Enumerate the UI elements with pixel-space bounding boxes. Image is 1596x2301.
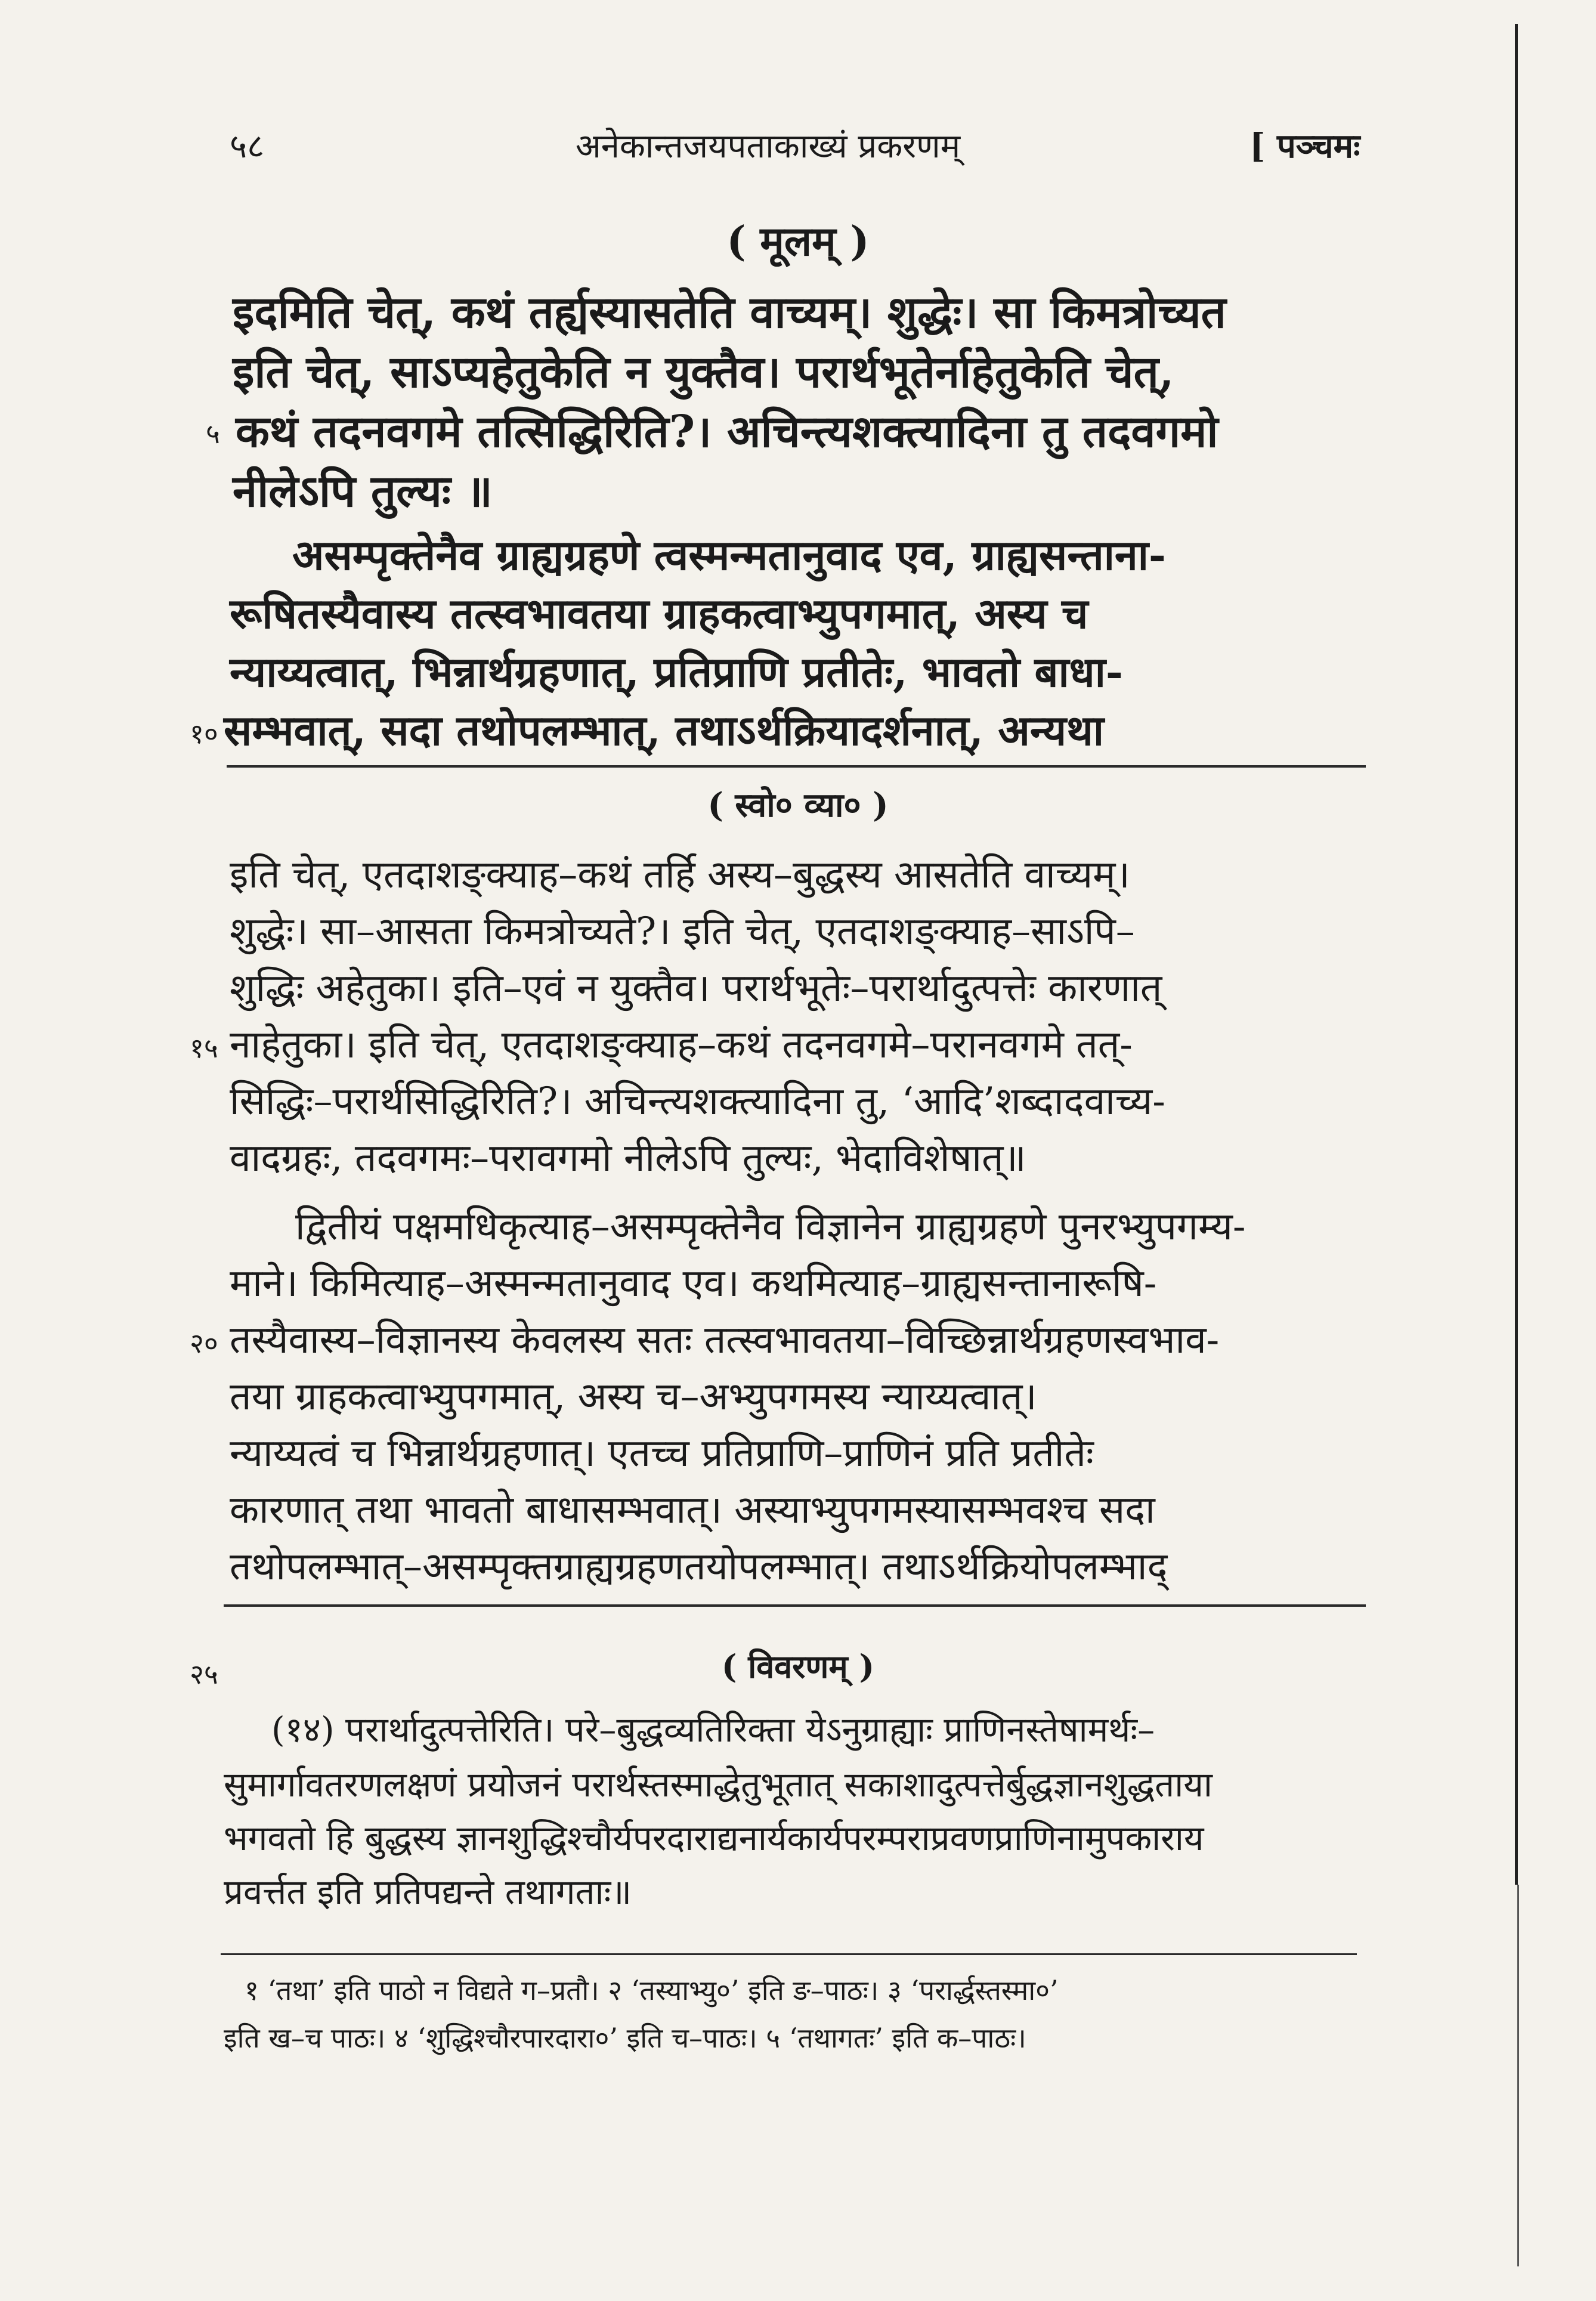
line-number-5: ५ (206, 417, 220, 450)
page-number: ५८ (230, 127, 265, 166)
mulam-line: न्याय्यत्वात्, भिन्नार्थग्रहणात्, प्रतिप्राणि प्रतीतेः, भावतो बाधा- (230, 647, 1123, 697)
line-number-10: १० (190, 717, 218, 750)
line-number-20: २० (190, 1327, 218, 1359)
commentary-line: शुद्धेः। सा–आसता किमत्रोच्यते?। इति चेत्, एतदाशङ्क्याह–साऽपि– (230, 910, 1135, 954)
mulam-line: इदमिति चेत्, कथं तर्ह्यस्यासतेति वाच्यम्। शुद्धेः। सा किमत्रोच्यत (233, 287, 1226, 338)
commentary-line: न्याय्यत्वं च भिन्नार्थग्रहणात्। एतच्च प्रतिप्राणि–प्राणिनं प्रति प्रतीतेः (230, 1431, 1094, 1476)
running-title: अनेकान्तजयपताकाख्यं प्रकरणम् (576, 127, 961, 166)
footnote-divider (221, 1953, 1357, 1955)
commentary-line: तया ग्राहकत्वाभ्युपगमात्, अस्य च–अभ्युपगमस्य न्याय्यत्वात्। (230, 1375, 1037, 1419)
commentary-line: कारणात् तथा भावतो बाधासम्भवात्। अस्याभ्युपगमस्यासम्भवश्च सदा (230, 1488, 1155, 1532)
mulam-line: रूषितस्यैवास्य तत्स्वभावतया ग्राहकत्वाभ्युपगमात्, अस्य च (230, 589, 1088, 638)
commentary-line: इति चेत्, एतदाशङ्क्याह–कथं तर्हि अस्य–बुद्धस्य आसतेति वाच्यम्। (230, 853, 1130, 897)
section-divider (224, 1604, 1366, 1607)
footnote-line: १ ‘तथा’ इति पाठो न विद्यते ग–प्रतौ। २ ‘तस्याभ्यु०’ इति ङ–पाठः। ३ ‘परार्द्धस्तस्मा०’ (245, 1974, 1059, 2006)
section-divider (227, 765, 1366, 768)
commentary-line: द्वितीयं पक्षमधिकृत्याह–असम्पृक्तेनैव विज्ञानेन ग्राह्यग्रहणे पुनरभ्युपगम्य- (295, 1205, 1246, 1249)
vivaranam-heading: ( विवरणम् ) (721, 1647, 875, 1685)
mulam-line: नीलेऽपि तुल्यः ॥ (233, 466, 493, 517)
line-number-25: २५ (190, 1658, 218, 1690)
svopajna-heading: ( स्वो० व्या० ) (707, 785, 889, 825)
mulam-line: कथं तदनवगमे तत्सिद्धिरिति?। अचिन्त्यशक्त्यादिना तु तदवगमो (236, 406, 1218, 457)
vivarana-line: भगवतो हि बुद्धस्य ज्ञानशुद्धिश्चौर्यपरदाराद्यनार्यकार्यपरम्पराप्रवणप्राणिनामुपकाराय (224, 1818, 1204, 1858)
commentary-line: वादग्रहः, तदवगमः–परावगमो नीलेऽपि तुल्यः, भेदाविशेषात्॥ (230, 1136, 1026, 1180)
mulam-line: इति चेत्, साऽप्यहेतुकेति न युक्तैव। परार्थभूतेर्नाहेतुकेति चेत्, (233, 347, 1174, 398)
vivarana-line: प्रवर्त्तत इति प्रतिपद्यन्ते तथागताः॥ (224, 1872, 632, 1912)
mulam-line: असम्पृक्तेनैव ग्राह्यग्रहणे त्वस्मन्मतानुवाद एव, ग्राह्यसन्ताना- (292, 530, 1166, 580)
commentary-line: तस्यैवास्य–विज्ञानस्य केवलस्य सतः तत्स्वभावतया–विच्छिन्नार्थग्रहणस्वभाव- (230, 1318, 1220, 1362)
page-edge-line-lower (1517, 1885, 1519, 2266)
commentary-line: तथोपलम्भात्–असम्पृक्तग्राह्यग्रहणतयोपलम्भात्। तथाऽर्थक्रियोपलम्भाद् (230, 1545, 1168, 1589)
commentary-line: नाहेतुका। इति चेत्, एतदाशङ्क्याह–कथं तदनवगमे–परानवगमे तत्- (230, 1023, 1133, 1067)
chapter-label: [ पञ्चमः (1249, 126, 1360, 166)
mulam-heading: ( मूलम् ) (726, 218, 870, 265)
line-number-15: १५ (190, 1032, 218, 1064)
commentary-line: शुद्धिः अहेतुका। इति–एवं न युक्तैव। परार्थभूतेः–परार्थादुत्पत्तेः कारणात् (230, 966, 1162, 1010)
page-edge-line (1515, 24, 1518, 1885)
footnote-line: इति ख–च पाठः। ४ ‘शुद्धिश्चौरपारदारा०’ इति च–पाठः। ५ ‘तथागतः’ इति क–पाठः। (224, 2022, 1026, 2054)
commentary-line: सिद्धिः–परार्थसिद्धिरिति?। अचिन्त्यशक्त्यादिना तु, ‘आदि’शब्दादवाच्य- (230, 1080, 1165, 1124)
mulam-line: सम्भवात्, सदा तथोपलम्भात्, तथाऽर्थक्रियादर्शनात्, अन्यथा (224, 706, 1104, 755)
vivarana-line: सुमार्गावतरणलक्षणं प्रयोजनं परार्थस्तस्माद्धेतुभूतात् सकाशादुत्पत्तेर्बुद्धज्ञानशुद्धताया (224, 1764, 1213, 1805)
commentary-line: माने। किमित्याह–अस्मन्मतानुवाद एव। कथमित्याह–ग्राह्यसन्तानारूषि- (230, 1261, 1157, 1306)
vivarana-line: (१४) परार्थादुत्पत्तेरिति। परे–बुद्धव्यतिरिक्ता येऽनुग्राह्याः प्राणिनस्तेषामर्थः– (271, 1709, 1155, 1750)
